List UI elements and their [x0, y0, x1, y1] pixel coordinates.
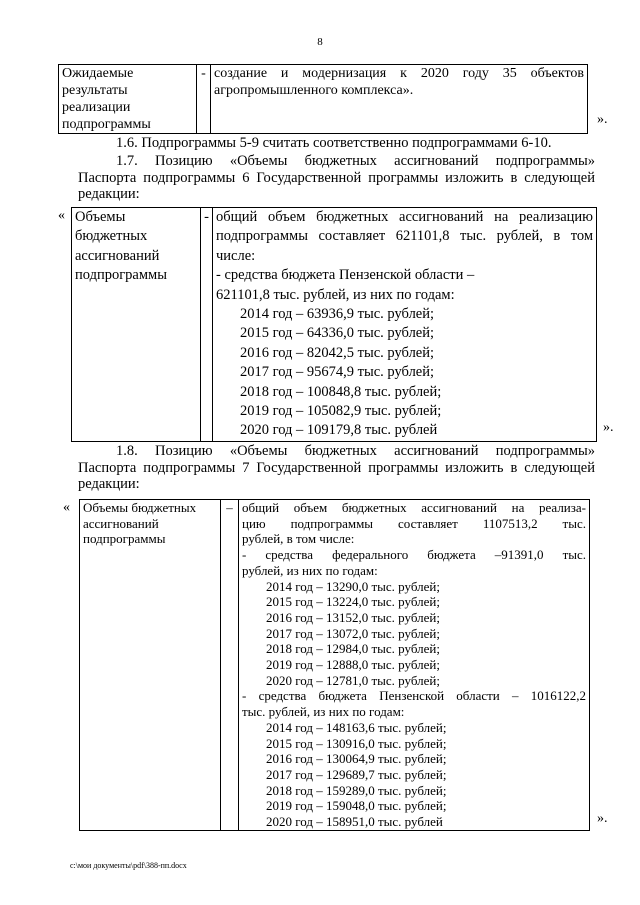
dash-cell: – — [221, 500, 239, 831]
year-line: 2019 год – 159048,0 тыс. рублей; — [266, 798, 447, 814]
content-line: общий объем бюджетных ассигнований на реализацию — [216, 209, 593, 225]
label-line: Объемы бюджетных — [83, 500, 197, 515]
para-line: Паспорта подпрограммы 7 Государственной программы изложить в следующей — [78, 459, 595, 476]
label-line: подпрограммы — [75, 267, 167, 284]
page-number: 8 — [317, 36, 323, 48]
budget-table-subprogram-6 — [71, 207, 597, 442]
year-line: 2014 год – 13290,0 тыс. рублей; — [266, 578, 440, 594]
year-line: 2019 год – 12888,0 тыс. рублей; — [266, 657, 440, 673]
year-line: 2015 год – 130916,0 тыс. рублей; — [266, 735, 447, 751]
budget-table-subprogram-7 — [79, 499, 590, 831]
budget-label — [80, 500, 221, 831]
content-line: числе: — [216, 247, 256, 264]
content-line: - средства бюджета Пензенской области – — [216, 267, 475, 284]
dash-cell: - — [197, 65, 211, 134]
content-line: агропромышленного комплекса». — [214, 83, 414, 98]
label-line: реализации — [62, 100, 131, 115]
label-line: бюджетных — [75, 228, 148, 245]
year-line: 2018 год – 12984,0 тыс. рублей; — [266, 641, 440, 657]
year-line: 2016 год – 130064,9 тыс. рублей; — [266, 751, 447, 767]
para-line: 1.7. Позицию «Объемы бюджетных ассигнований подпрограммы» — [116, 153, 595, 169]
content-line: рублей, из них по годам: — [242, 562, 378, 578]
label-line: Ожидаемые — [62, 66, 134, 81]
paragraph-1-7 — [78, 153, 595, 203]
close-quote: ». — [603, 420, 614, 435]
content-line: - средства бюджета Пензенской области – 1016122,2 — [242, 688, 586, 704]
content-line: создание и модернизация к 2020 году 35 объектов — [214, 66, 584, 81]
year-line: 2018 год – 100848,8 тыс. рублей; — [240, 383, 442, 400]
content-line: 621101,8 тыс. рублей, из них по годам: — [216, 286, 455, 303]
year-line: 2016 год – 82042,5 тыс. рублей; — [240, 344, 435, 361]
para-line: Паспорта подпрограммы 6 Государственной программы изложить в следующей — [78, 169, 595, 186]
para-line: редакции: — [78, 186, 140, 202]
open-quote: « — [63, 500, 70, 515]
content-line: - средства федерального бюджета –91391,0 тыс. — [242, 547, 586, 563]
year-line: 2020 год – 12781,0 тыс. рублей; — [266, 672, 440, 688]
footer-file-path: c:\мои документы\pdf\388-пп.docx — [70, 861, 187, 870]
year-line: 2020 год – 158951,0 тыс. рублей — [266, 814, 443, 830]
label-line: ассигнований — [83, 515, 159, 531]
para-line: 1.6. Подпрограммы 5-9 считать соответственно подпрограммами 6-10. — [116, 135, 552, 151]
budget-label — [72, 208, 201, 442]
budget-content — [239, 500, 590, 831]
year-line: 2017 год – 129689,7 тыс. рублей; — [266, 766, 447, 782]
content-line: рублей, в том числе: — [242, 531, 355, 547]
expected-results-label — [59, 65, 197, 134]
year-line: 2019 год – 105082,9 тыс. рублей; — [240, 403, 442, 420]
para-line: 1.8. Позицию «Объемы бюджетных ассигнований подпрограммы» — [116, 443, 595, 459]
paragraph-1-6 — [78, 135, 595, 152]
label-line: результаты — [62, 83, 128, 98]
label-line: подпрограммы — [83, 531, 166, 547]
close-quote: ». — [597, 811, 608, 826]
label-line: подпрограммы — [62, 117, 151, 132]
content-line: цию подпрограммы составляет 1107513,2 тыс. — [242, 515, 586, 531]
year-line: 2017 год – 13072,0 тыс. рублей; — [266, 625, 440, 641]
year-line: 2018 год – 159289,0 тыс. рублей; — [266, 782, 447, 798]
dash-cell: - — [201, 208, 213, 442]
open-quote: « — [58, 208, 65, 223]
content-line: тыс. рублей, из них по годам: — [242, 704, 405, 720]
year-line: 2014 год – 63936,9 тыс. рублей; — [240, 306, 435, 323]
expected-results-table — [58, 64, 588, 134]
para-line: редакции: — [78, 476, 140, 492]
year-line: 2016 год – 13152,0 тыс. рублей; — [266, 609, 440, 625]
budget-content — [213, 208, 597, 442]
year-line: 2017 год – 95674,9 тыс. рублей; — [240, 364, 435, 381]
content-line: общий объем бюджетных ассигнований на реализа- — [242, 500, 586, 515]
year-line: 2014 год – 148163,6 тыс. рублей; — [266, 719, 447, 735]
content-line: подпрограммы составляет 621101,8 тыс. рублей, в том — [216, 228, 593, 245]
paragraph-1-8 — [78, 443, 595, 493]
close-quote: ». — [597, 112, 608, 127]
label-line: Объемы — [75, 209, 126, 225]
year-line: 2015 год – 64336,0 тыс. рублей; — [240, 325, 435, 342]
year-line: 2015 год – 13224,0 тыс. рублей; — [266, 594, 440, 610]
expected-results-content — [211, 65, 588, 134]
year-line: 2020 год – 109179,8 тыс. рублей — [240, 422, 438, 439]
label-line: ассигнований — [75, 247, 160, 264]
